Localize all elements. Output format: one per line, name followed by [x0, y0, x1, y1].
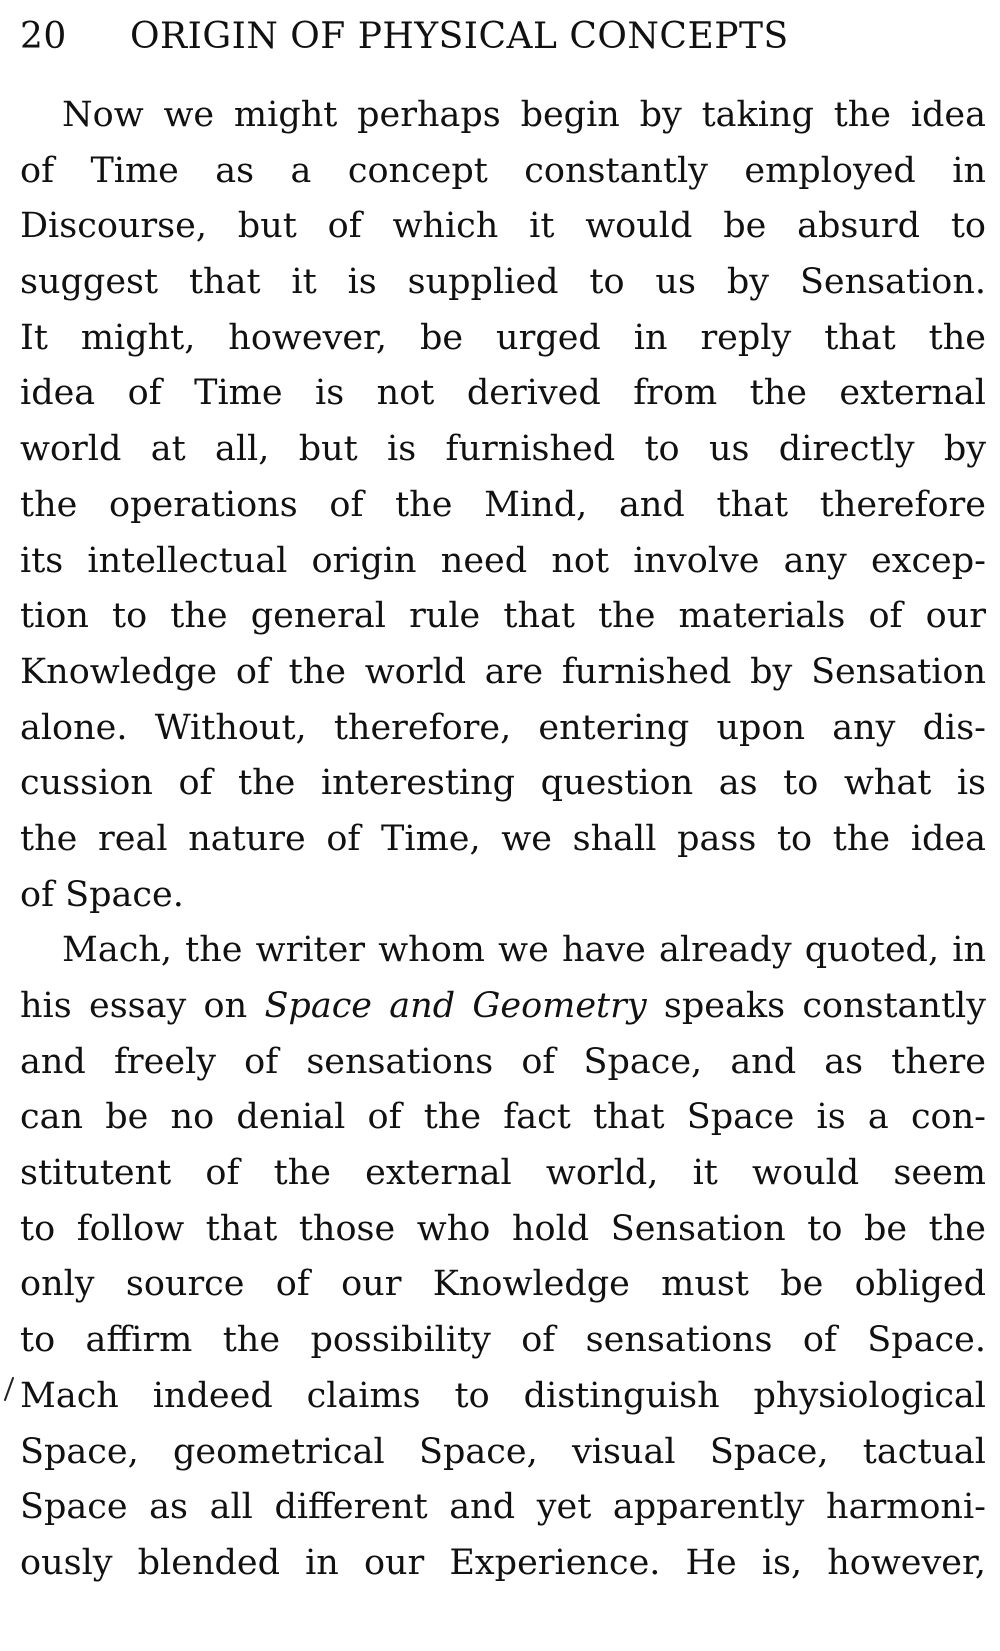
text-line: Knowledge of the world are furnished by Sensation — [20, 651, 986, 692]
text-line: to follow that those who hold Sensation to be the — [20, 1208, 986, 1249]
text-line: the real nature of Time, we shall pass to the idea — [20, 818, 986, 859]
text-line: and freely of sensations of Space, and as there — [20, 1041, 986, 1082]
pencil-mark — [2, 1376, 16, 1402]
text-line: Mach, the writer whom we have already quoted, in — [62, 930, 986, 971]
text-line: ously blended in our Experience. He is, however, — [20, 1542, 986, 1583]
text-line: Now we might perhaps begin by taking the idea — [62, 95, 986, 135]
text-line: the operations of the Mind, and that therefore — [20, 484, 986, 525]
text-line: tion to the general rule that the materials of our — [20, 596, 986, 637]
paragraph-1 — [20, 88, 986, 923]
text-line: only source of our Knowledge must be obliged — [20, 1264, 986, 1305]
text-line: cussion of the interesting question as to what is — [20, 763, 986, 804]
text-line: Discourse, but of which it would be absurd to — [20, 206, 986, 247]
paragraph-2 — [20, 923, 986, 1591]
body-text — [20, 88, 986, 1592]
text-line: to affirm the possibility of sensations of Space. — [20, 1320, 986, 1361]
text-line: Mach indeed claims to distinguish physiological — [20, 1375, 986, 1416]
running-head — [20, 12, 980, 62]
text-line: idea of Time is not derived from the external — [20, 373, 986, 414]
work-title: Space and Geometry — [264, 986, 647, 1026]
text-line: alone. Without, therefore, entering upon any dis- — [20, 707, 986, 748]
text-fragment: his essay on — [20, 986, 265, 1026]
text-line: of Time as a concept constantly employed in — [20, 150, 986, 191]
text-fragment: speaks constantly — [646, 986, 986, 1026]
running-title: ORIGIN OF PHYSICAL CONCEPTS — [130, 16, 789, 57]
text-line: its intellectual origin need not involve any excep- — [20, 540, 986, 581]
text-line: stitutent of the external world, it would seem — [20, 1153, 986, 1194]
text-line: Space, geometrical Space, visual Space, tactual — [20, 1431, 986, 1472]
text-line: It might, however, be urged in reply that the — [20, 317, 986, 358]
text-line: Space as all different and yet apparently harmoni- — [20, 1487, 986, 1528]
text-line: of Space. — [20, 874, 184, 915]
text-line: suggest that it is supplied to us by Sensation. — [20, 262, 986, 303]
text-line-with-title — [20, 979, 986, 1035]
text-line: can be no denial of the fact that Space is a con- — [20, 1097, 986, 1138]
text-line: world at all, but is furnished to us directly by — [20, 429, 986, 470]
page-number: 20 — [20, 16, 67, 57]
